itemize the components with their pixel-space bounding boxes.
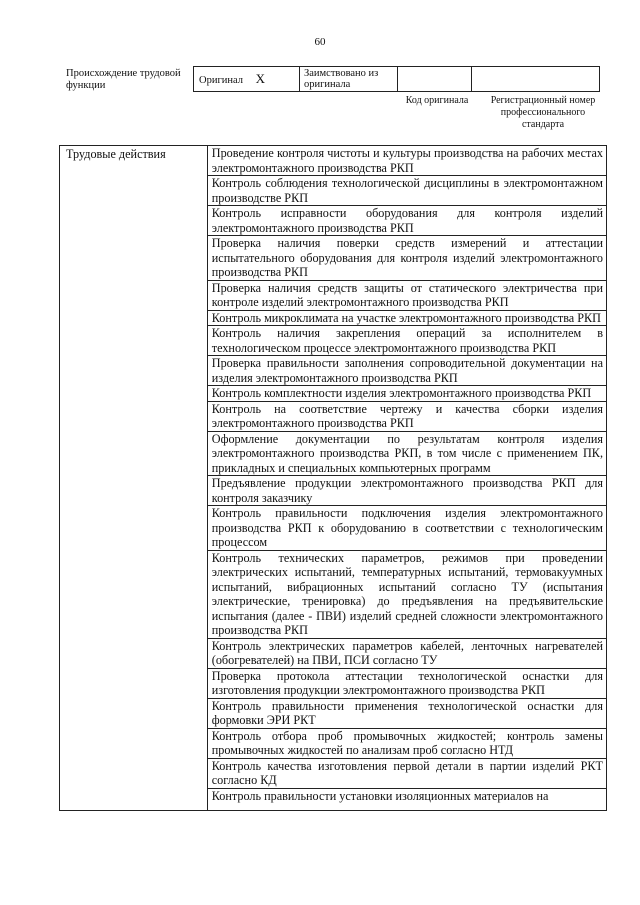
action-item: Проведение контроля чистоты и культуры производства на рабочих местах электромонтажного производства РКП <box>207 146 606 176</box>
action-item: Контроль наличия закрепления операций за исполнителем в технологическом процессе электромонтажного производства РКП <box>207 326 606 356</box>
action-item: Контроль исправности оборудования для контроля изделий электромонтажного производства РКП <box>207 206 606 236</box>
action-item: Проверка наличия средств защиты от статического электричества при контроле изделий электромонтажного производства РКП <box>207 280 606 310</box>
action-item: Предъявление продукции электромонтажного производства РКП для контроля заказчику <box>207 476 606 506</box>
action-item: Проверка наличия поверки средств измерений и аттестации испытательного оборудования для контроля изделий электромонтажного производства РКП <box>207 236 606 281</box>
action-item: Контроль комплектности изделия электромонтажного производства РКП <box>207 386 606 402</box>
original-cell <box>194 67 300 92</box>
action-item: Контроль технических параметров, режимов при проведении электрических испытаний, температурных испытаний, термовакуумных испытаний, вибрационных испытаний согласно ТУ (испытания электрические, тренировка) до предъявления на предъявительские испытания (далее - ПВИ) изделий средней сложности электромонтажного производства РКП <box>207 550 606 638</box>
section-label: Трудовые действия <box>60 146 208 811</box>
code-label: Код оригинала <box>405 95 469 106</box>
code-cell <box>398 67 472 92</box>
action-item: Контроль качества изготовления первой детали в партии изделий РКТ согласно КД <box>207 758 606 788</box>
action-item: Проверка протокола аттестации технологической оснастки для изготовления продукции электромонтажного производства РКП <box>207 668 606 698</box>
borrowed-cell: Заимствовано из оригинала <box>300 67 398 92</box>
action-item: Контроль правильности установки изоляционных материалов на <box>207 788 606 810</box>
origin-label: Происхождение трудовой функции <box>66 68 181 91</box>
page-number: 60 <box>314 36 326 48</box>
original-label: Оригинал <box>199 75 243 86</box>
action-item: Контроль правильности подключения изделия электромонтажного производства РКП к оборудованию в соответствии с технологическим процессом <box>207 506 606 551</box>
origin-table <box>193 66 600 92</box>
action-item: Контроль микроклимата на участке электромонтажного производства РКП <box>207 310 606 326</box>
original-mark: X <box>255 71 266 86</box>
labor-actions-table <box>59 145 607 811</box>
action-item: Контроль соблюдения технологической дисциплины в электромонтажном производстве РКП <box>207 176 606 206</box>
action-item: Оформление документации по результатам контроля изделия электромонтажного производства РКП, в том числе с применением ПК, прикладных и специальных компьютерных программ <box>207 431 606 476</box>
table-row <box>60 146 607 176</box>
action-item: Контроль правильности применения технологической оснастки для формовки ЭРИ РКТ <box>207 698 606 728</box>
action-item: Контроль на соответствие чертежу и качества сборки изделия электромонтажного производства РКП <box>207 401 606 431</box>
action-item: Контроль отбора проб промывочных жидкостей; контроль замены промывочных жидкостей по анализам проб согласно НТД <box>207 728 606 758</box>
action-item: Контроль электрических параметров кабелей, ленточных нагревателей (обогревателей) на ПВИ, ПСИ согласно ТУ <box>207 638 606 668</box>
action-item: Проверка правильности заполнения сопроводительной документации на изделия электромонтажного производства РКП <box>207 356 606 386</box>
reg-number-cell <box>472 67 600 92</box>
reg-number-label: Регистрационный номер профессионального стандарта <box>490 95 596 130</box>
